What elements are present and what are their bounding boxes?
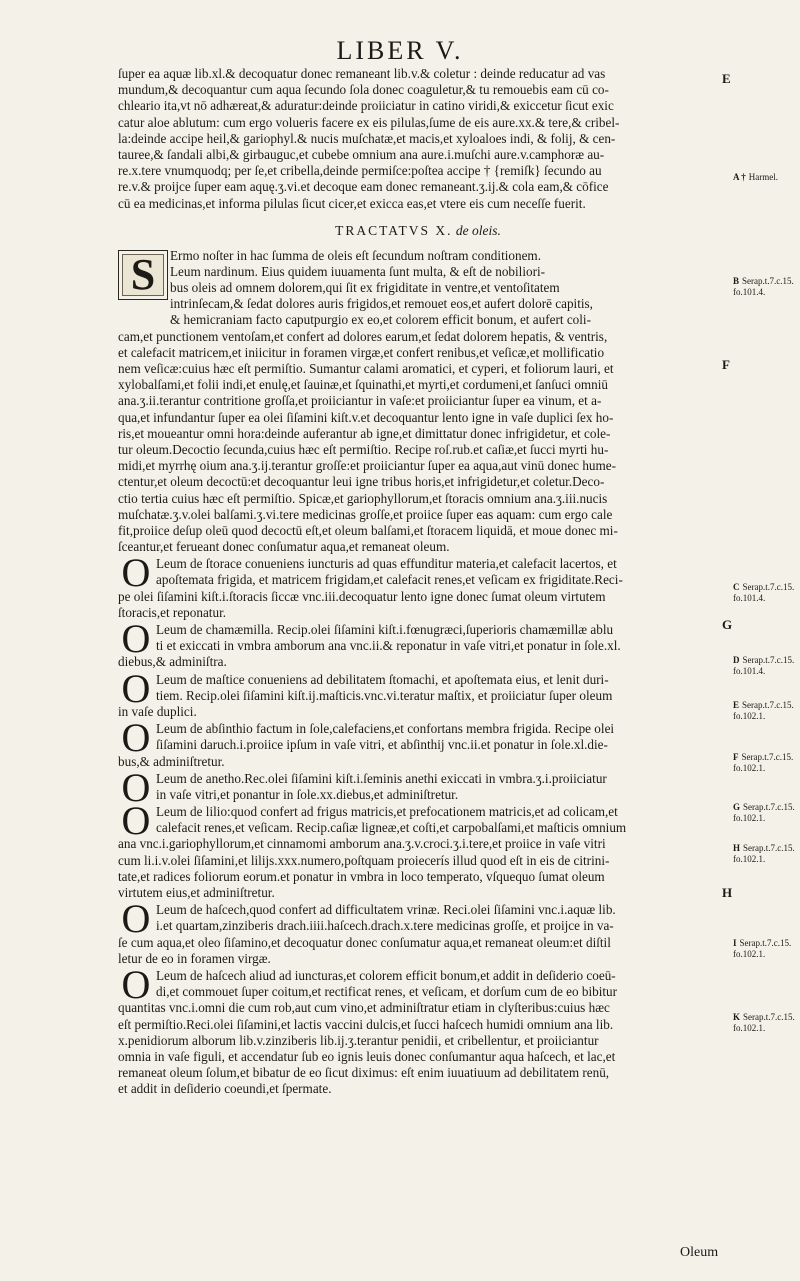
o-initial: O <box>121 616 151 661</box>
o-initial: O <box>121 550 151 596</box>
text-line: virtutem eius,et adminiſtretur. <box>118 885 275 900</box>
text-line: Ermo noſter in hac ſumma de oleis eſt ſecundum noſtram conditionem. <box>170 247 541 263</box>
text-line: Leum de chamæmilla. Recip.olei ſiſamini kiſt.i.fœnugræci,ſuperioris chamæmillæ ablu <box>156 622 614 637</box>
text-line: & hemicraniam facto caputpurgio ex eo,et colorem efficit bonum, et aufert coli- <box>170 312 591 328</box>
text-line: in vaſe duplici. <box>118 703 197 719</box>
text-line: Leum de maſtice conueniens ad debilitatem ſtomachi, et apoſtemata eius, et lenit duri- <box>156 671 609 687</box>
section-letter-f: F <box>722 357 730 372</box>
text-line: ſiſamini daruch.i.proiice ipſum in vaſe vitri, et abſinthij vnc.ii.et ponatur in ſole.xl.die- <box>156 737 608 753</box>
text-line: di,et commouet ſuper coitum,et rectificat renes, et veſicam, et dorſum cum de eo bibitur <box>156 984 618 1000</box>
text-line: xylobalſami,et folii indi,et enulę,et ſauinæ,et ſquinathi,et myrti,et cordumeni,et ſanſuci omniū <box>118 377 609 393</box>
text-line: la:deinde accipe heil,& gariophyl.& nucis muſchatæ,et macis,et xyloaloes indi, & folij, & cen- <box>118 130 616 146</box>
text-line: tate,et radices foliorum eorum.et ponatur in vmbra in loco temperato, vſquequo ſumat oleum <box>118 868 605 884</box>
section-letter-h: H <box>722 885 733 900</box>
margin-note-a: A † Harmel. <box>733 172 779 182</box>
paragraph-para_oils_b <box>118 329 718 556</box>
paragraph-para_f <box>118 715 718 770</box>
margin-note-e: E Serap.t.7.c.15. fo.102.1. <box>733 700 794 721</box>
section-letter-e: E <box>722 71 731 86</box>
text-line: pe olei ſiſamini kiſt.i.ſtoracis ſiccæ vnc.iii.decoquatur lento igne donec ſumat oleum virtutem <box>118 588 606 604</box>
text-line: i.et quartam,zinziberis drach.iiii.haſcech.drach.x.tere medicinas groſſe, et proijce in va- <box>156 918 614 934</box>
text-line: et addit in deſiderio coeundi,et ſpermate. <box>118 1081 332 1097</box>
text-line: ſuper ea aquæ lib.xl.& decoquatur donec remaneant lib.v.& coletur : deinde reducatur ad vas <box>118 66 606 81</box>
paragraph-para_g <box>118 764 718 810</box>
o-initial: O <box>121 715 151 761</box>
text-line: intrinſecam,& ſedat dolores auris frigidos,et remouet eos,et aufert dolorē capitis, <box>170 296 593 312</box>
paragraph-para_e <box>118 665 718 721</box>
text-line: apoſtemata frigida, et matricem frigidam,et calefacit renes,et veſicam ex frigiditate.Reci- <box>156 572 623 588</box>
text-line: ti et exiccati in vmbra amborum ana vnc.ii.& reponatur in vaſe vitri,et ponatur in ſole.xl. <box>156 638 621 654</box>
text-line: ana vnc.i.gariophyllorum,et cinnamomi amborum ana.ʒ.v.croci.ʒ.i.tere,et proiice in vaſe vitri <box>118 836 606 852</box>
text-line: cum li.i.v.olei ſiſamini,et lilijs.xxx.numero,poſtquam proiecerís illud quod eſt in eis de citrini- <box>118 852 610 868</box>
margin-note-g: G Serap.t.7.c.15. fo.102.1. <box>733 802 795 823</box>
text-line: ctio tertia cuius hæc eſt permiſtio. Spicæ,et gariophyllorum,et ſtoracis omnium ana.ʒ.iii.nucis <box>118 490 608 506</box>
text-line: x.penidiorum alborum lib.v.zinziberis lib.ij.ʒ.terantur penidii, et cribellentur, et proiiciantur <box>118 1032 599 1048</box>
text-line: fit,proiice deſup oleū quod decoctū eſt,et oleum balſami,et ſtoracem liquidā, et moue donec mi- <box>118 522 618 538</box>
text-line: qua,et infundantur ſuper ea olei ſiſamini kiſt.v.et decoquantur lento igne in vaſe duplici ſex ho- <box>118 409 614 425</box>
text-line: et calefacit matricem,et iniicitur in foramen virgæ,et confert renibus,et veſicæ,et mollificatio <box>118 344 605 360</box>
margin-note-b: B Serap.t.7.c.15. fo.101.4. <box>733 276 794 297</box>
text-line: remaneat oleum ſolum,et bibatur de eo ſicut diximus: eſt enim iuuatiuum ad debilitatem renū, <box>118 1065 610 1081</box>
text-line: bus oleis ad omnem dolorem,qui ſit ex frigiditate in ventre,et ventoſitatem <box>170 280 560 296</box>
text-line: nem veſicæ:cuius hæc eſt permiſtio. Sumantur calami aromatici, et cyperi, et foliorum lauri, et <box>118 361 614 376</box>
text-line: re.x.tere vnumquodq; per ſe,et cribella,deinde permiſce:poſtea accipe † {remiſk} ſecundo au <box>118 163 602 179</box>
text-line: Leum nardinum. Eius quidem iuuamenta ſunt multa, & eſt de nobiliori- <box>170 263 546 279</box>
section-title <box>118 222 718 240</box>
text-line: Leum de haſcech aliud ad iuncturas,et colorem efficit bonum,et addit in deſiderio coeū- <box>156 967 616 983</box>
text-line: Leum de anetho.Rec.olei ſiſamini kiſt.i.ſeminis anethi exiccati in vmbra.ʒ.i.proiiciatur <box>156 770 607 786</box>
text-line: omnia in vaſe figuli, et accendatur ſub eo ignis leuis donec conſumantur aqua haſcech, et lac,et <box>118 1048 616 1064</box>
margin-note-i: I Serap.t.7.c.15. fo.102.1. <box>733 938 792 959</box>
paragraph-para_k <box>118 961 718 1098</box>
text-line: cū ea medicinas,et informa pilulas ſicut cicer,et exicca eas,et vtere eis cum neceſſe fuerit. <box>118 195 586 211</box>
text-line: Leum de abſinthio factum in ſole,calefaciens,et confortans membra frigida. Recipe olei <box>156 721 615 737</box>
text-line: in vaſe vitri,et ponantur in ſole.xx.diebus,et adminiſtretur. <box>156 786 459 802</box>
text-line: quantitas vnc.i.omni die cum rob,aut cum vino,et adminiſtratur etiam in clyſteribus:cuius hæc <box>118 1000 610 1016</box>
drop-cap-initial: S <box>118 250 168 300</box>
text-line: mundum,& decoquantur cum aqua ſecundo ſola donec coaguletur,& tu remouebis eam cū co- <box>118 82 609 98</box>
o-initial: O <box>121 764 151 810</box>
section-title-main: TRACTATVS X. <box>335 222 453 238</box>
section-letter-g: G <box>722 617 733 632</box>
o-initial: O <box>121 961 151 1007</box>
text-line: ſe cum aqua,et oleo ſiſamino,et decoquatur donec conſumatur aqua,et remaneat oleum:et diſtil <box>118 934 611 950</box>
o-initial: O <box>121 896 151 942</box>
text-line: cam,et punctionem ventoſam,et confert ad dolores earum,et ſedat dolorem hepatis, & ventris, <box>118 328 608 344</box>
text-line: muſchatæ.ʒ.v.olei balſami.ʒ.vi.tere medicinas groſſe,et proiice ſuper eas aquam: cum ergo cale <box>118 506 613 522</box>
o-initial: O <box>121 665 151 711</box>
text-line: bus,& adminiſtretur. <box>118 753 225 769</box>
text-line: ſtoracis,et reponatur. <box>118 604 227 620</box>
text-line: ctentur,et oleum decoctū:et decoquantur leui igne tribus horis,et infrigidetur,et coletur.Deco- <box>118 474 605 490</box>
text-line: chleario ita,vt nō adhæreat,& aduratur:deinde proiiciatur in catino viridi,& exiccetur ſicut exic <box>118 98 614 114</box>
margin-note-c: C Serap.t.7.c.15. fo.101.4. <box>733 582 795 603</box>
text-line: Leum de lilio:quod confert ad frigus matricis,et prefocationem matricis,et ad colicam,et <box>156 804 618 820</box>
text-line: eſt permiſtio.Reci.olei ſiſamini,et lactis vaccini dulcis,et ſucci haſcech humidi omnium ana lib. <box>118 1016 614 1032</box>
section-title-subtitle: de oleis. <box>452 222 501 238</box>
text-line: tauree,& ſandali albi,& girbauguc,et cubebe omnium ana aure.i.muſchi aure.v.camphoræ au- <box>118 146 605 162</box>
margin-note-f: F Serap.t.7.c.15. fo.102.1. <box>733 752 794 773</box>
text-line: catur aloe ablutum: cum ergo volueris facere ex eis pilulas,ſume de eis aure.xx.& tere,& cribel- <box>118 114 620 130</box>
running-head: LIBER V. <box>336 36 464 65</box>
catchword: Oleum <box>680 1245 719 1260</box>
paragraph-para_h <box>118 798 718 901</box>
text-line: tiem. Recip.olei ſiſamini kiſt.ij.maſticis.vnc.vi.teratur maſtix, et proiiciatur ſuper oleum <box>156 687 613 703</box>
paragraph-para_top <box>118 66 718 212</box>
text-line: ana.ʒ.ii.terantur contritione groſſa,et proiiciantur in vaſe:et proiiciantur ſuper ea vinum, et a- <box>118 393 602 409</box>
text-line: Leum de haſcech,quod confert ad difficultatem vrinæ. Reci.olei ſiſamini vnc.i.aquæ lib. <box>156 902 616 918</box>
text-line: midi,et myrrhę oium ana.ʒ.ij.terantur groſſe:et proiiciantur ſuper ea aqua,aut vinū donec hume- <box>118 458 617 474</box>
text-line: Leum de ſtorace conueniens iuncturis ad quas effunditur materia,et calefacit lacertos, et <box>156 556 617 572</box>
paragraph-para_oils_a <box>118 248 718 329</box>
margin-note-d: D Serap.t.7.c.15. fo.101.4. <box>733 655 795 676</box>
text-line: letur de eo in foramen virgæ. <box>118 950 271 966</box>
text-line: diebus,& adminiſtra. <box>118 654 227 670</box>
text-line: ſceantur,et ferueant donec conſumatur aqua,et remaneat oleum. <box>118 539 450 555</box>
paragraph-para_d <box>118 616 718 671</box>
main-text <box>118 66 718 1097</box>
text-line: ris,et moueantur omni hora:deinde auferantur ab igne,et dimittatur donec infrigidetur, et cole- <box>118 425 611 441</box>
text-line: tur oleum.Decoctio ſecunda,cuius hæc eſt permiſtio. Recipe roſ.rub.et caſiæ,et ſucci myrti hu- <box>118 441 609 457</box>
text-line: re.v.& proijce ſuper eam aquę.ʒ.vi.et decoque eam donec remaneant.ʒ.ij.& cola eam,& cōfice <box>118 179 609 195</box>
paragraph-para_i <box>118 896 718 967</box>
o-initial: O <box>121 798 151 844</box>
margin-note-k: K Serap.t.7.c.15. fo.102.1. <box>733 1012 795 1033</box>
paragraph-para_c <box>118 550 718 621</box>
margin-note-h: H Serap.t.7.c.15. fo.102.1. <box>733 843 795 864</box>
text-line: calefacit renes,et veſicam. Recip.caſiæ ligneæ,et coſti,et carpobalſami,et maſticis omnium <box>156 820 627 836</box>
